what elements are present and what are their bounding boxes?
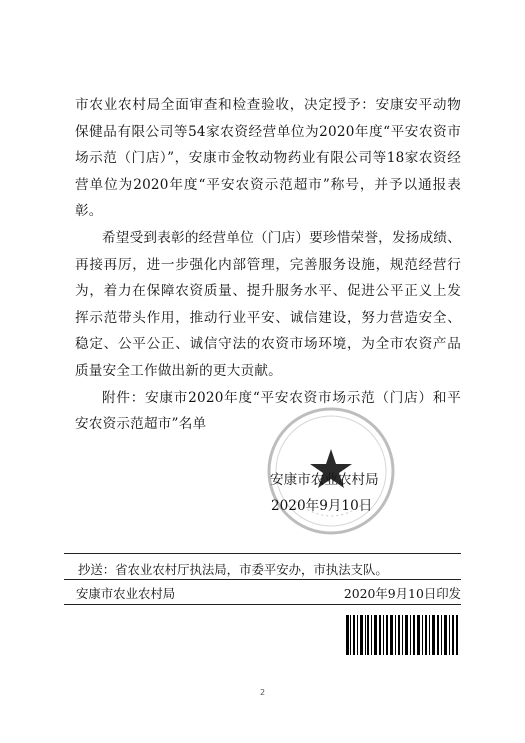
paragraph-award-decision: 市农业农村局全面审查和检查验收，决定授予：安康安平动物保健品有限公司等54家农资经营单位为2020年度“平安农资市场示范（门店）”，安康市金牧动物药业有限公司等18家农资经营单位为2020年度“平安农资示范超市”称号，并予以通报表彰。 xyxy=(75,97,461,220)
page-number: 2 xyxy=(259,688,266,697)
signature-date: 2020年9月10日 xyxy=(271,498,373,514)
footer-rule xyxy=(64,604,461,605)
paragraph-expectations: 希望受到表彰的经营单位（门店）要珍惜荣誉，发扬成绩、再接再厉，进一步强化内部管理，完善服务设施，规范经营行为，着力在保障农资质量、提升服务水平、促进公平正义上发挥示范带头作用，推动行业平安、诚信建设，努力营造安全、稳定、公平公正、诚信守法的农资市场环境，为全市农资产品质量安全工作做出新的更大贡献。 xyxy=(75,229,461,379)
document-body xyxy=(75,92,461,438)
cc-line: 抄送：省农业农村厅执法局，市委平安办，市执法支队。 xyxy=(78,562,388,577)
footer-issuer: 安康市农业农村局 xyxy=(76,586,176,601)
cc-bottom-rule xyxy=(64,579,461,580)
footer-print-date: 2020年9月10日印发 xyxy=(343,586,461,601)
cc-top-rule xyxy=(64,553,461,554)
barcode-icon xyxy=(346,615,458,655)
signature-organization: 安康市农业农村局 xyxy=(270,472,379,488)
paragraph-attachment: 附件：安康市2020年度“平安农资市场示范（门店）和平安农资示范超市”名单 xyxy=(75,389,461,433)
